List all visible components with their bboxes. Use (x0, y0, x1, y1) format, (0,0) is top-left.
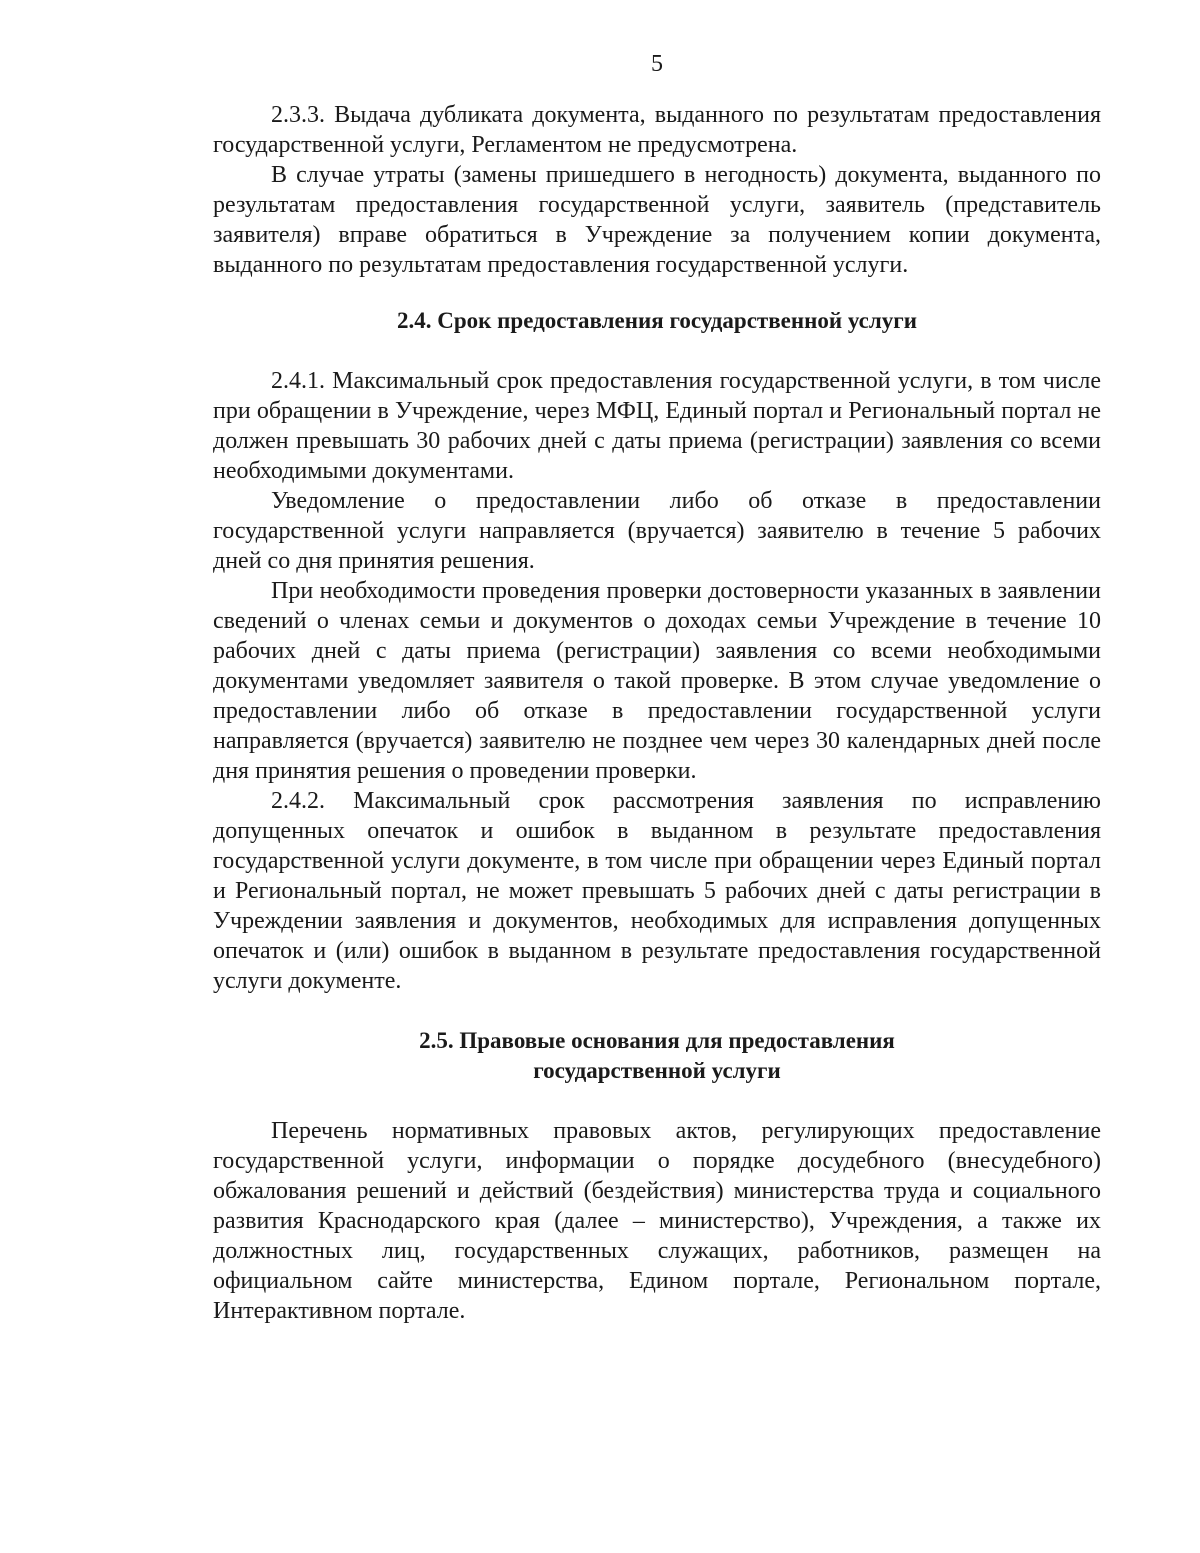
paragraph-loss-of-document: В случае утраты (замены пришедшего в негодность) документа, выданного по результатам предоставления государственной услуги, заявитель (представитель заявителя) вправе обратиться в Учреждение за получением копии документа, выданного по результатам предоставления государственной услуги. (213, 162, 1101, 278)
page-number: 5 (651, 51, 663, 77)
paragraph-legal-acts-list: Перечень нормативных правовых актов, регулирующих предоставление государственной услуги, информации о порядке досудебного (внесудебного) обжалования решений и действий (бездействия) министерства труда и социального развития Краснодарского края (далее – министерство), Учреждения, а также их должностных лиц, государственных служащих, работников, размещен на официальном сайте министерства, Едином портале, Региональном портале, Интерактивном портале. (213, 1118, 1101, 1324)
section-2-3-3 (213, 100, 1101, 280)
paragraph-2-4-2: 2.4.2. Максимальный срок рассмотрения заявления по исправлению допущенных опечаток и ошибок в выданном в результате предоставления государственной услуги документе, в том числе при обращении через Единый портал и Региональный портал, не может превышать 5 рабочих дней с даты регистрации в Учреждении заявления и документов, необходимых для исправления допущенных опечаток и (или) ошибок в выданном в результате предоставления государственной услуги документе. (213, 788, 1101, 994)
paragraph-2-3-3: 2.3.3. Выдача дубликата документа, выданного по результатам предоставления государственной услуги, Регламентом не предусмотрена. (213, 102, 1101, 158)
paragraph-2-4-1: 2.4.1. Максимальный срок предоставления государственной услуги, в том числе при обращении в Учреждение, через МФЦ, Единый портал и Региональный портал не должен превышать 30 рабочих дней с даты приема (регистрации) заявления со всеми необходимыми документами. (213, 368, 1101, 484)
section-heading-2-5-line-2: государственной услуги (533, 1058, 781, 1083)
document-body (213, 100, 1101, 1326)
section-heading-2-5 (213, 1026, 1101, 1086)
paragraph-notification: Уведомление о предоставлении либо об отказе в предоставлении государственной услуги направляется (вручается) заявителю в течение 5 рабочих дней со дня принятия решения. (213, 488, 1101, 574)
paragraph-verification: При необходимости проведения проверки достоверности указанных в заявлении сведений о членах семьи и документов о доходах семьи Учреждение в течение 10 рабочих дней с даты приема (регистрации) заявления со всеми необходимыми документами уведомляет заявителя о такой проверке. В этом случае уведомление о предоставлении либо об отказе в предоставлении государственной услуги направляется (вручается) заявителю не позднее чем через 30 календарных дней после дня принятия решения о проведении проверки. (213, 578, 1101, 784)
section-heading-2-5-line-1: 2.5. Правовые основания для предоставления (419, 1028, 895, 1053)
section-heading-2-4: 2.4. Срок предоставления государственной услуги (397, 308, 917, 333)
section-2-5 (213, 1026, 1101, 1326)
section-2-4 (213, 306, 1101, 996)
